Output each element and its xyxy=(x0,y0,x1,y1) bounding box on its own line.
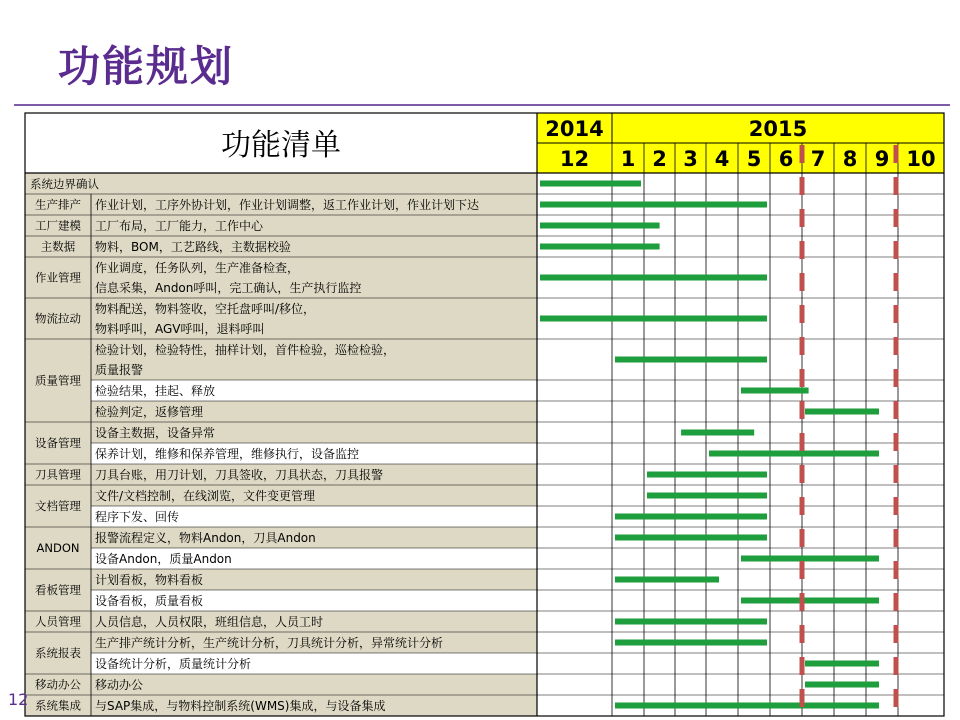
gantt-bar xyxy=(540,223,660,229)
gantt-bar xyxy=(805,409,879,415)
module-label: 作业管理 xyxy=(35,270,81,285)
year-label: 2014 xyxy=(545,117,604,141)
month-tick-label: 12 xyxy=(559,147,590,171)
gantt-bar xyxy=(741,556,879,562)
gantt-bar xyxy=(615,619,767,625)
module-label: 质量管理 xyxy=(35,373,81,388)
module-label: 物流拉动 xyxy=(35,311,81,326)
gantt-bar xyxy=(615,357,767,363)
gantt-bar xyxy=(540,244,660,250)
task-label: 设备看板，质量看板 xyxy=(95,594,204,608)
module-label: ANDON xyxy=(36,541,80,555)
year-label: 2015 xyxy=(748,117,808,141)
task-label: 设备主数据，设备异常 xyxy=(95,426,216,440)
task-label: 移动办公 xyxy=(95,678,144,692)
gantt-bar xyxy=(805,661,879,667)
task-label: 信息采集，Andon呼叫，完工确认，生产执行监控 xyxy=(95,281,362,295)
task-label: 设备Andon，质量Andon xyxy=(95,552,232,566)
module-label: 人员管理 xyxy=(35,614,81,629)
module-label: 系统集成 xyxy=(35,698,81,713)
gantt-bar xyxy=(615,514,767,520)
month-tick-label: 2 xyxy=(652,147,667,171)
module-label: 生产排产 xyxy=(35,197,81,212)
task-label: 刀具台账，用刀计划，刀具签收，刀具状态，刀具报警 xyxy=(95,468,384,482)
gantt-bar xyxy=(540,316,767,322)
month-tick-label: 3 xyxy=(683,147,698,171)
module-label: 文档管理 xyxy=(35,499,81,513)
module-label: 看板管理 xyxy=(35,583,81,597)
task-label: 质量报警 xyxy=(95,363,144,377)
task-label: 工厂布局，工厂能力，工作中心 xyxy=(95,219,264,233)
task-label: 作业计划，工序外协计划，作业计划调整，返工作业计划，作业计划下达 xyxy=(95,198,480,212)
month-tick-label: 1 xyxy=(620,147,636,171)
gantt-bar xyxy=(741,388,809,394)
month-tick-label: 10 xyxy=(906,147,936,171)
gantt-bar xyxy=(540,181,641,187)
gantt-bar xyxy=(741,598,879,604)
gantt-bar xyxy=(540,275,767,281)
task-label: 与SAP集成，与物料控制系统(WMS)集成，与设备集成 xyxy=(95,699,386,713)
module-label: 设备管理 xyxy=(35,436,81,450)
task-label: 生产排产统计分析，生产统计分析，刀具统计分析，异常统计分析 xyxy=(95,636,444,650)
module-label: 系统报表 xyxy=(35,646,81,660)
task-label: 检验计划，检验特性，抽样计划，首件检验，巡检检验， xyxy=(95,343,396,357)
task-label: 人员信息，人员权限，班组信息，人员工时 xyxy=(95,615,324,629)
task-label: 物料配送，物料签收，空托盘呼叫/移位， xyxy=(95,302,316,316)
task-label: 保养计划，维修和保养管理，维修执行，设备监控 xyxy=(95,447,360,461)
task-label: 物料呼叫，AGV呼叫，退料呼叫 xyxy=(95,322,265,336)
gantt-bar xyxy=(615,535,767,541)
task-label: 设备统计分析，质量统计分析 xyxy=(95,657,252,671)
task-label: 程序下发、回传 xyxy=(95,510,180,524)
month-tick-label: 8 xyxy=(842,147,858,171)
gantt-bar xyxy=(805,682,879,688)
month-tick-label: 6 xyxy=(778,147,794,171)
task-label: 作业调度，任务队列，生产准备检查， xyxy=(95,261,300,275)
task-label: 检验判定，返修管理 xyxy=(95,405,204,419)
gantt-bar xyxy=(615,703,879,709)
task-label: 文件/文档控制，在线浏览，文件变更管理 xyxy=(95,489,316,503)
task-label: 检验结果，挂起、释放 xyxy=(95,384,216,398)
module-label: 工厂建模 xyxy=(35,218,81,233)
gantt-bar xyxy=(647,472,767,478)
month-tick-label: 9 xyxy=(874,147,890,171)
boundary-row-bg xyxy=(25,173,537,194)
task-cell-bg xyxy=(91,674,537,695)
month-tick-label: 7 xyxy=(810,147,826,171)
gantt-bar xyxy=(647,493,767,499)
gantt-bar xyxy=(615,577,719,583)
task-label: 物料，BOM，工艺路线，主数据校验 xyxy=(95,240,291,254)
task-label: 报警流程定义，物料Andon，刀具Andon xyxy=(95,531,316,545)
page-number: 12 xyxy=(8,690,29,709)
month-tick-label: 4 xyxy=(714,147,730,171)
gantt-bar xyxy=(681,430,754,436)
gantt-bar xyxy=(709,451,879,457)
task-label: 计划看板，物料看板 xyxy=(95,573,204,587)
module-label: 刀具管理 xyxy=(35,467,81,482)
module-label: 系统边界确认 xyxy=(30,177,99,191)
month-tick-label: 5 xyxy=(746,147,762,171)
gantt-bar xyxy=(615,640,767,646)
module-label: 主数据 xyxy=(40,239,76,254)
page-title: 功能规划 xyxy=(58,42,235,91)
gantt-bar xyxy=(540,202,767,208)
module-label: 移动办公 xyxy=(35,677,81,692)
chart-title: 功能清单 xyxy=(221,128,341,163)
